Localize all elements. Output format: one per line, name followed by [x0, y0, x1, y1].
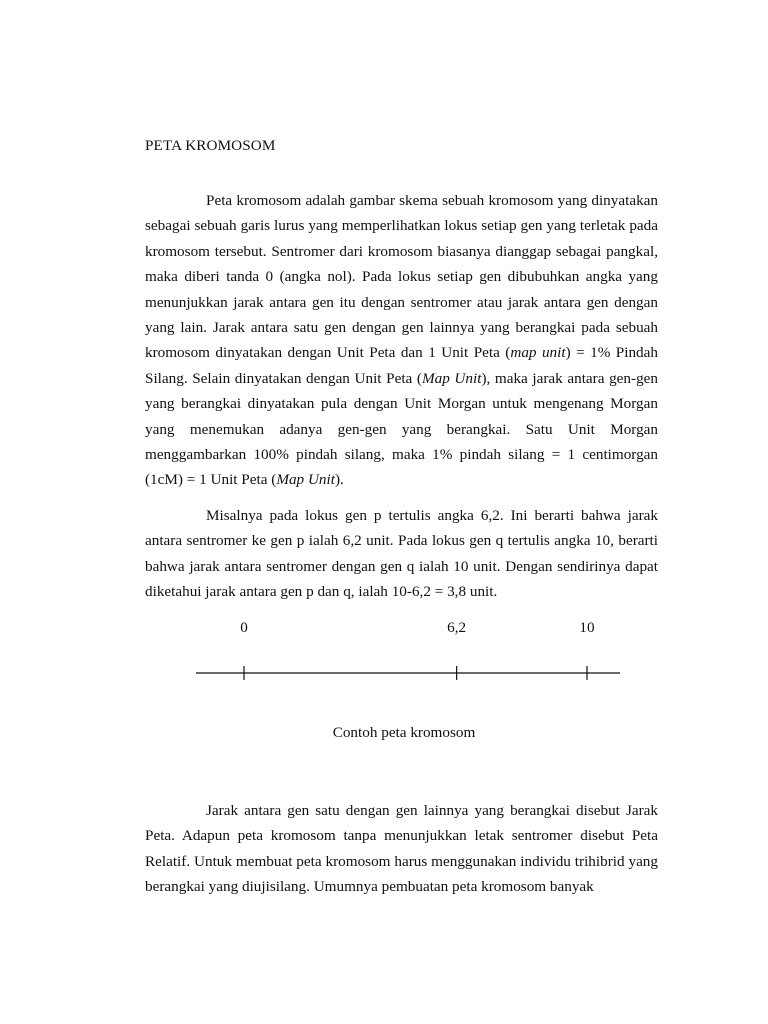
chromosome-map-diagram: [0, 610, 768, 700]
paragraph-1-text-d: ).: [334, 471, 344, 489]
paragraph-3: Jarak antara gen satu dengan gen lainnya yang berangkai disebut Jarak Peta. Adapun peta kromosom tanpa menunjukkan letak sentromer disebut Peta Relatif. Untuk membuat peta kromosom harus menggunakan individu trihibrid yang berangkai yang diujisilang. Umumnya pembuatan peta kromosom banyak: [145, 802, 658, 896]
paragraph-1-text-c: ), maka jarak antara gen-gen yang berangkai dinyatakan pula dengan Unit Morgan untuk mengenang Morgan yang menemukan adanya gen-gen yang berangkai. Satu Unit Morgan menggambarkan 100% pindah silang, maka 1% pindah silang = 1 centimorgan (1cM) = 1 Unit Peta (: [145, 369, 659, 489]
paragraph-1: [145, 188, 658, 493]
paragraph-1-italic-map-unit-2: Map Unit: [421, 369, 482, 387]
paragraph-1-text-b: ) = 1% Pindah Silang. Selain dinyatakan dengan Unit Peta (: [145, 344, 658, 387]
marker-label-0: 0: [240, 619, 248, 636]
marker-label-2: 10: [579, 619, 595, 636]
diagram-caption: Contoh peta kromosom: [332, 724, 476, 741]
marker-group: [240, 619, 595, 680]
paragraph-1-italic-map-unit-3: Map Unit: [276, 471, 335, 489]
paragraph-1-italic-map-unit: map unit: [510, 344, 566, 362]
paragraph-1-text-a: Peta kromosom adalah gambar skema sebuah kromosom yang dinyatakan sebagai sebuah garis lurus yang memperlihatkan lokus setiap gen yang terletak pada kromosom tersebut. Sentromer dari kromosom biasanya dianggap sebagai pangkal, maka diberi tanda 0 (angka nol). Pada lokus setiap gen dibubuhkan angka yang menunjukkan jarak antara gen itu dengan sentromer atau jarak antara gen dengan yang lain. Jarak antara satu gen dengan gen lainnya yang berangkai pada sebuah kromosom dinyatakan dengan Unit Peta dan 1 Unit Peta (: [145, 192, 658, 362]
marker-label-1: 6,2: [447, 619, 467, 636]
paragraph-2: Misalnya pada lokus gen p tertulis angka 6,2. Ini berarti bahwa jarak antara sentromer ke gen p ialah 6,2 unit. Pada lokus gen q tertulis angka 10, berarti bahwa jarak antara sentromer dengan gen q ialah 10 unit. Dengan sendirinya dapat diketahui jarak antara gen p dan q, ialah 10-6,2 = 3,8 unit.: [145, 507, 658, 601]
page-title: PETA KROMOSOM: [145, 137, 276, 154]
